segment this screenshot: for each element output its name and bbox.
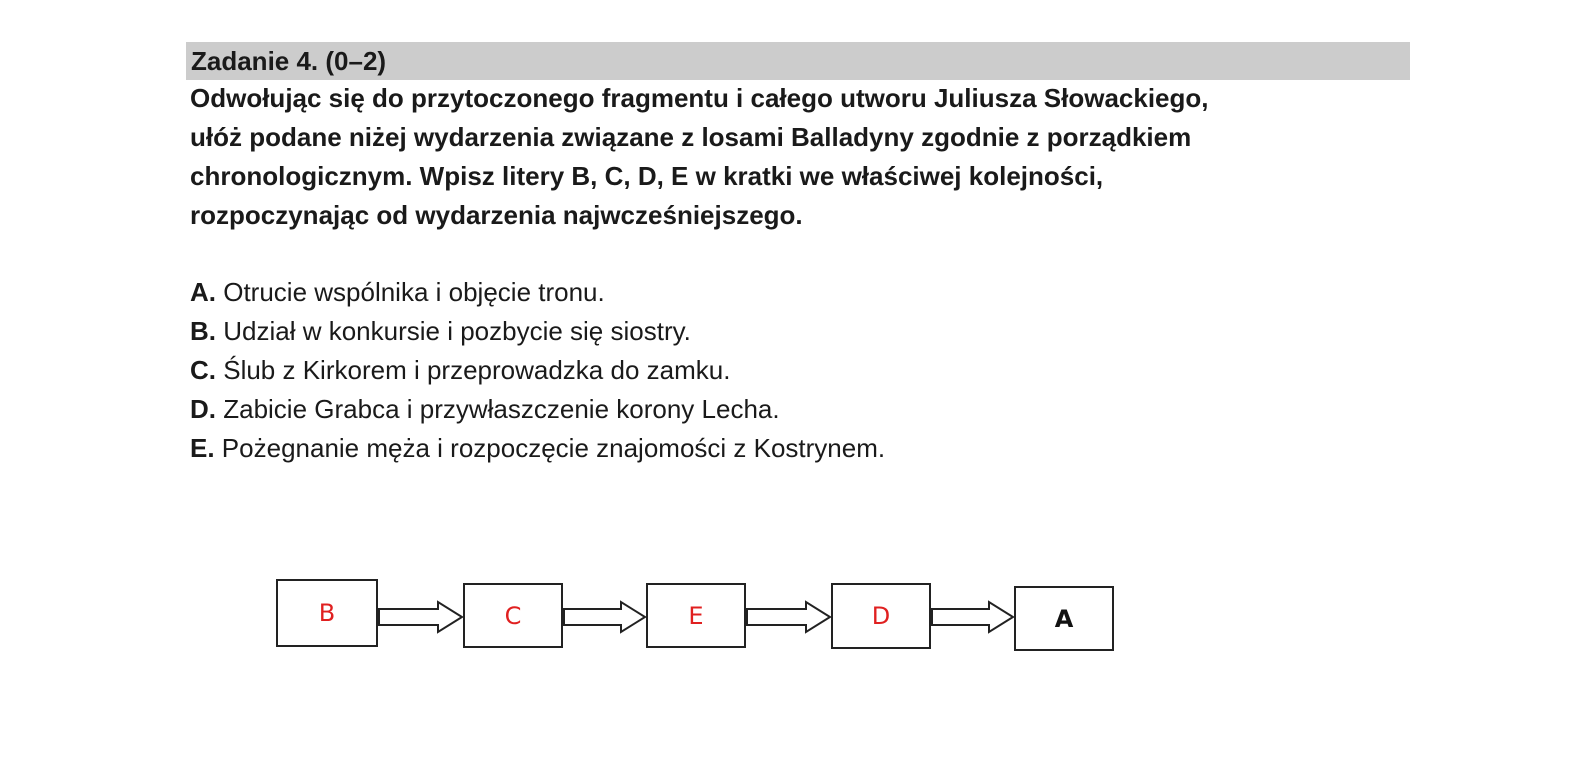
option-a: [190, 273, 1190, 312]
instruction-line: ułóż podane niżej wydarzenia związane z losami Balladyny zgodnie z porządkiem: [190, 122, 1192, 152]
instruction-line: Odwołując się do przytoczonego fragmentu i całego utworu Juliusza Słowackiego,: [190, 83, 1209, 113]
answer-box-4[interactable]: D: [831, 583, 931, 649]
option-letter: D.: [190, 394, 216, 424]
instruction-line: chronologicznym. Wpisz litery B, C, D, E w kratki we właściwej kolejności,: [190, 161, 1104, 191]
options-list: [190, 273, 1190, 468]
option-text: Zabicie Grabca i przywłaszczenie korony Lecha.: [216, 394, 780, 424]
option-text: Ślub z Kirkorem i przeprowadzka do zamku.: [216, 355, 731, 385]
option-c: [190, 351, 1190, 390]
answer-box-5: A: [1014, 586, 1114, 651]
answer-box-2[interactable]: C: [463, 583, 563, 648]
option-text: Udział w konkursie i pozbycie się siostry.: [216, 316, 691, 346]
option-letter: B.: [190, 316, 216, 346]
option-e: [190, 429, 1190, 468]
option-d: [190, 390, 1190, 429]
option-letter: C.: [190, 355, 216, 385]
task-header: Zadanie 4. (0–2): [186, 42, 1410, 80]
arrow-right-icon: [931, 600, 1015, 634]
task-instruction: [190, 79, 1420, 235]
answer-box-3[interactable]: E: [646, 583, 746, 648]
answer-box-1[interactable]: B: [276, 579, 378, 647]
arrow-right-icon: [746, 600, 832, 634]
instruction-line: rozpoczynając od wydarzenia najwcześniejszego.: [190, 200, 803, 230]
arrow-right-icon: [378, 600, 464, 634]
arrow-right-icon: [563, 600, 647, 634]
option-text: Pożegnanie męża i rozpoczęcie znajomości z Kostrynem.: [214, 433, 886, 463]
option-letter: E.: [190, 433, 215, 463]
option-text: Otrucie wspólnika i objęcie tronu.: [216, 277, 605, 307]
option-b: [190, 312, 1190, 351]
option-letter: A.: [190, 277, 216, 307]
